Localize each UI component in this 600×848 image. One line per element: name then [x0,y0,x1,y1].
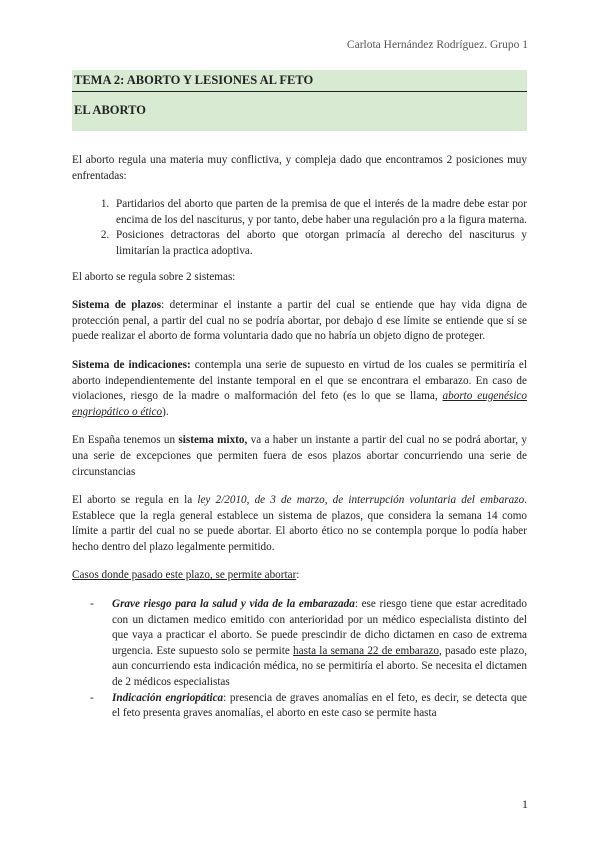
caso-term: Grave riesgo para la salud y vida de la embarazada [112,598,355,611]
indicaciones-paragraph [72,358,527,420]
indicaciones-end: ). [162,405,169,418]
caso-text: : ese riesgo tiene que estar acreditado con un dictamen medico emitido con anterioridad por un médico especialista distinto del que vaya a practicar el aborto. Se puede prescindir de dicho dictamen en caso de extrema urgencia. Este supuesto solo se permite [112,598,527,657]
ley-text: . Establece que la regla general establece un sistema de plazos, que considera la semana 14 como límite a partir del cual no se puede abortar. El aborto ético no se contempla porque lo podía haber hecho dentro del plazo legalmente permitido. [72,494,527,553]
title-banner [72,70,527,131]
list-item [90,597,527,691]
caso-term: Indicación engriopática [112,691,224,704]
systems-intro: El aborto se regula sobre 2 sistemas: [72,270,236,283]
indicaciones-text: contempla una serie de supuesto en virtud de los cuales se permitiría el aborto independientemente del instante temporal en el que se encontrara el embarazo. En caso de violaciones, riesgo de la madre o malformación del feto (es lo que se llama, [72,358,527,403]
page-number: 1 [522,797,528,811]
plazos-text: : determinar el instante a partir del cual se entiende que hay vida digna de protección penal, a partir del cual no se podría abortar, por debajo d ese límite se entiende que sí se puede realizar el aborto de forma voluntaria dado que no habría un objeto digno de proteger. [72,299,528,343]
caso-text: : presencia de graves anomalías en el feto, es decir, se detecta que el feto presenta graves anomalías, el aborto en este caso se permite hasta [112,691,528,720]
list-item: 2. Posiciones detractoras del aborto que otorgan primacía al derecho del nasciturus y limitarían la practica adoptiva. [112,228,527,259]
intro-paragraph: El aborto regula una materia muy conflictiva, y compleja dado que encontramos 2 posiciones muy enfrentadas: [72,154,527,182]
casos-list [72,597,527,722]
casos-heading [72,568,527,584]
page-header-author: Carlota Hernández Rodríguez. Grupo 1 [346,39,528,51]
positions-list [72,197,527,259]
dash-bullet: - [90,598,94,611]
plazos-term: Sistema de plazos [72,299,162,312]
dash-bullet: - [90,691,94,704]
espana-pre: En España tenemos un [72,434,179,447]
plazos-paragraph [72,298,527,345]
caso-text-end: , pasado este plazo, aun concurriendo esta indicación médica, no se permitiría el aborto. Se necesita el dictamen de 2 médicos especialistas [112,644,527,689]
section-title: EL ABORTO [74,103,146,117]
ley-pre: El aborto se regula en la [72,494,198,507]
indicaciones-emphasis: aborto eugenésico engriopático o ético [72,390,527,418]
ley-paragraph [72,493,527,555]
casos-colon: : [296,569,300,582]
espana-paragraph [72,433,527,480]
indicaciones-term: Sistema de indicaciones: [72,358,191,371]
ley-name: ley 2/2010, de 3 de marzo, de interrupción voluntaria del embarazo [197,494,525,507]
espana-text: va a haber un instante a partir del cual no se podrá abortar, y una serie de excepciones que permiten fuera de esos plazos abortar concurriendo una serie de circunstancias [72,434,527,478]
casos-title: Casos donde pasado este plazo, se permite abortar [72,569,297,582]
list-item: 1. Partidarios del aborto que parten de la premisa de que el interés de la madre debe estar por encima de los del nasciturus, y por tanto, debe haber una regulación pro a la figura materna. [112,197,527,228]
espana-term: sistema mixto, [178,434,248,447]
chapter-title: TEMA 2: ABORTO Y LESIONES AL FETO [72,70,527,92]
caso-underline: hasta la semana 22 de embarazo [293,644,440,657]
document-body [72,153,527,722]
list-item [90,691,528,722]
